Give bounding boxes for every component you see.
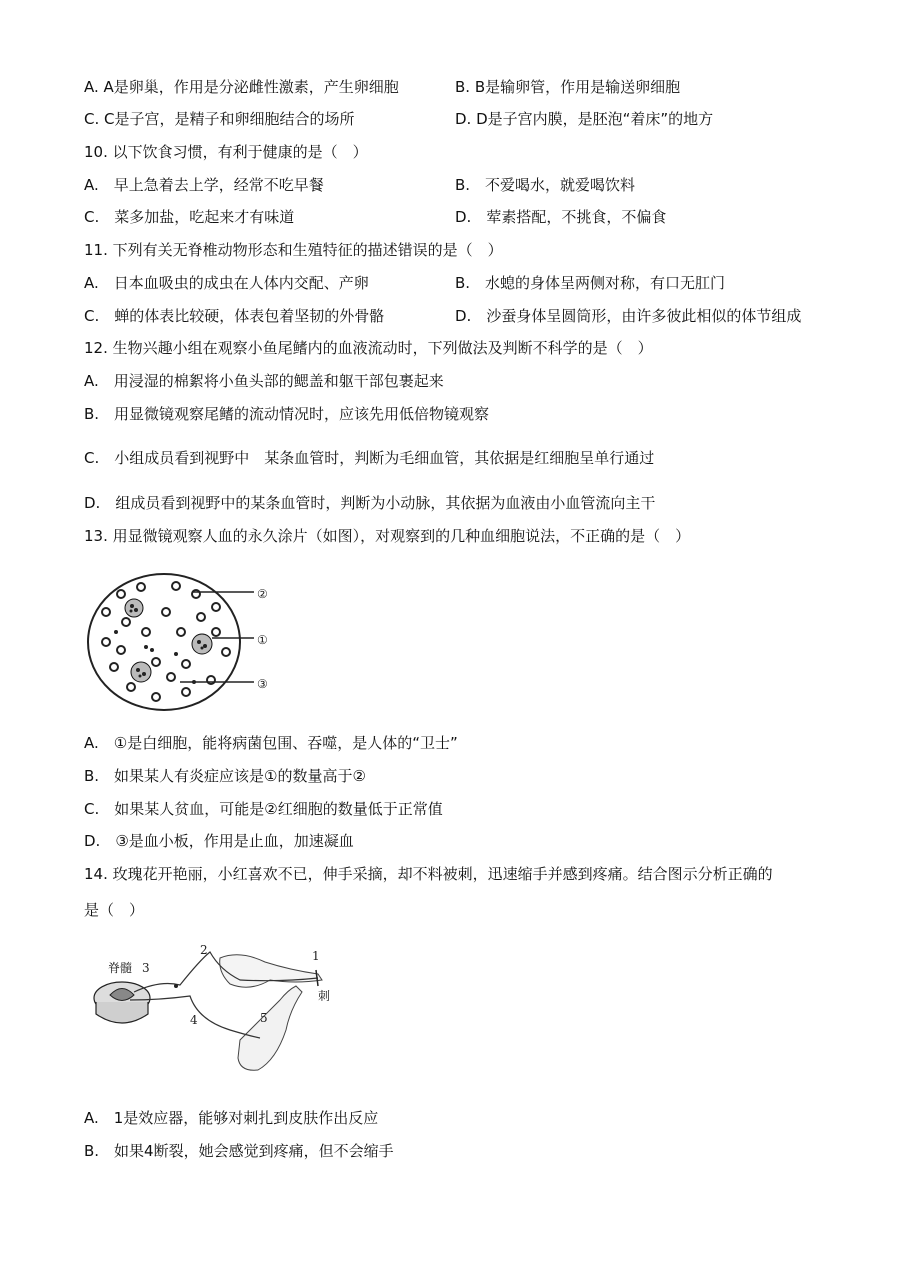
q11-option-a: A. 日本血吸虫的成虫在人体内交配、产卵 xyxy=(84,274,369,292)
q11-option-d: D. 沙蚕身体呈圆筒形，由许多彼此相似的体节组成 xyxy=(455,307,802,325)
fig14-label-2: 2 xyxy=(200,943,208,957)
q10-option-a: A. 早上急着去上学，经常不吃早餐 xyxy=(84,176,324,194)
fig14-label-3: 3 xyxy=(142,961,150,975)
q14-stem-line1: 14. 玫瑰花开艳丽，小红喜欢不已，伸手采摘，却不料被刺，迅速缩手并感到疼痛。结合图示分析正确的 xyxy=(84,865,773,883)
q10-option-b: B. 不爱喝水，就爱喝饮料 xyxy=(455,176,636,194)
q11-option-c: C. 蝉的体表比较硬，体表包着坚韧的外骨骼 xyxy=(84,307,385,325)
q12-option-a: A. 用浸湿的棉絮将小鱼头部的鳃盖和躯干部包裹起来 xyxy=(84,372,444,390)
fig14-label-1: 1 xyxy=(312,949,320,963)
fig14-label-5: 5 xyxy=(260,1011,268,1025)
q13-option-c: C. 如果某人贫血，可能是②红细胞的数量低于正常值 xyxy=(84,800,443,818)
q12-option-c: C. 小组成员看到视野中 某条血管时，判断为毛细血管，其依据是红细胞呈单行通过 xyxy=(84,449,655,467)
q12-option-d: D. 组成员看到视野中的某条血管时，判断为小动脉，其依据为血液由小血管流向主干 xyxy=(84,494,656,512)
q13-option-d: D. ③是血小板，作用是止血，加速凝血 xyxy=(84,832,354,850)
q10-option-c: C. 菜多加盐，吃起来才有味道 xyxy=(84,208,295,226)
fig14-label-spine: 脊髓 xyxy=(108,961,133,975)
blood-smear-figure xyxy=(86,572,286,717)
q9-option-a: A. A是卵巢，作用是分泌雌性激素，产生卵细胞 xyxy=(84,78,399,96)
q14-option-a: A. 1是效应器，能够对刺扎到皮肤作出反应 xyxy=(84,1109,379,1127)
q12-stem: 12. 生物兴趣小组在观察小鱼尾鳍内的血液流动时，下列做法及判断不科学的是（ ） xyxy=(84,339,653,357)
q13-option-b: B. 如果某人有炎症应该是①的数量高于② xyxy=(84,767,366,785)
q10-option-d: D. 荤素搭配，不挑食，不偏食 xyxy=(455,208,667,226)
q9-option-c: C. C是子宫，是精子和卵细胞结合的场所 xyxy=(84,110,355,128)
q14-stem-line2: 是（ ） xyxy=(84,901,145,919)
fig14-label-4: 4 xyxy=(190,1013,198,1027)
q12-option-b: B. 用显微镜观察尾鳍的流动情况时，应该先用低倍物镜观察 xyxy=(84,405,490,423)
q9-option-b: B. B是输卵管，作用是输送卵细胞 xyxy=(455,78,681,96)
reflex-arc-figure xyxy=(90,940,340,1080)
q10-stem: 10. 以下饮食习惯，有利于健康的是（ ） xyxy=(84,143,368,161)
q14-option-b: B. 如果4断裂，她会感觉到疼痛，但不会缩手 xyxy=(84,1142,394,1160)
q13-stem: 13. 用显微镜观察人血的永久涂片（如图），对观察到的几种血细胞说法，不正确的是（ ） xyxy=(84,527,691,545)
fig13-label-3: ③ xyxy=(257,677,268,691)
q9-option-d: D. D是子宫内膜，是胚泡“着床”的地方 xyxy=(455,110,714,128)
q11-stem: 11. 下列有关无脊椎动物形态和生殖特征的描述错误的是（ ） xyxy=(84,241,503,259)
fig13-label-1: ① xyxy=(257,633,268,647)
fig14-label-thorn: 刺 xyxy=(318,989,331,1003)
q11-option-b: B. 水螅的身体呈两侧对称，有口无肛门 xyxy=(455,274,726,292)
q13-option-a: A. ①是白细胞，能将病菌包围、吞噬，是人体的“卫士” xyxy=(84,734,458,752)
fig13-label-2: ② xyxy=(257,587,268,601)
